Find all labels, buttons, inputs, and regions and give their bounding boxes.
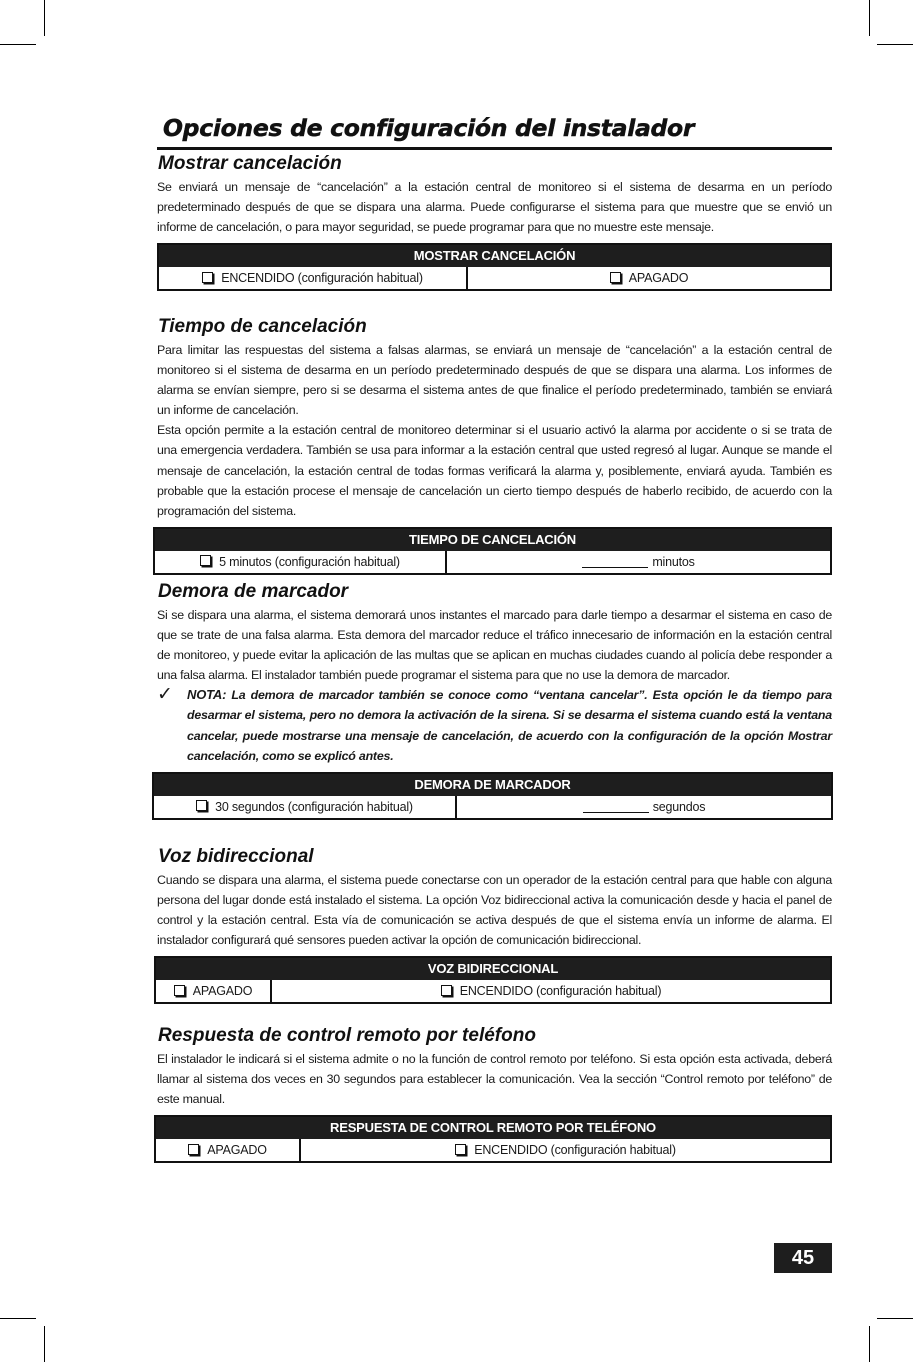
checkbox-icon[interactable] bbox=[196, 800, 207, 811]
note-body: La demora de marcador también se conoce como “ventana cancelar”. Esta opción le da tiempo para desarmar el sistema, pero no demora la activación de la sirena. Si se desarma el sistema cuando está la ventana cancelar, puede mostrarse una mensaje de cancelación, de acuerdo con la configuración de la opción Mostrar cancelación, como se explicó antes. bbox=[187, 688, 832, 763]
option-cell[interactable] bbox=[466, 267, 830, 289]
option-table bbox=[152, 772, 833, 820]
option-label: 5 minutos (configuración habitual) bbox=[219, 554, 400, 569]
option-table-title: RESPUESTA DE CONTROL REMOTO POR TELÉFONO bbox=[156, 1117, 830, 1139]
option-label: segundos bbox=[652, 799, 706, 814]
section-heading: Tiempo de cancelación bbox=[158, 316, 367, 337]
title-rule bbox=[157, 147, 832, 150]
option-table bbox=[153, 527, 832, 575]
checkbox-icon[interactable] bbox=[200, 555, 211, 566]
checkbox-icon[interactable] bbox=[188, 1144, 199, 1155]
section-paragraph: Cuando se dispara una alarma, el sistema puede conectarse con un operador de la estación central para que hable con alguna persona del lugar donde está instalado el sistema. La opción Voz bidireccional activa la comunicación desde y hacia el panel de control y la estación central. Esta vía de comunicación se activa después de que el sistema envía un informe de alarma. El instalador configurará qué sensores pueden activar la opción de comunicación bidireccional. bbox=[157, 873, 832, 948]
crop-mark bbox=[44, 0, 45, 36]
section-voz-bidireccional bbox=[157, 845, 832, 1004]
blank-input-line[interactable] bbox=[582, 556, 648, 568]
option-label: APAGADO bbox=[192, 984, 253, 999]
option-label: 30 segundos (configuración habitual) bbox=[215, 799, 413, 814]
section-paragraph: El instalador le indicará si el sistema admite o no la función de control remoto por teléfono. Si esta opción esta activada, deberá llamar al sistema dos veces en 30 segundos para establecer la comunicación. Vea la sección “Control remoto por teléfono” de este manual. bbox=[157, 1052, 832, 1107]
option-table bbox=[154, 1115, 832, 1163]
crop-mark bbox=[869, 0, 870, 36]
section-demora-marcador bbox=[157, 580, 832, 820]
checkbox-icon[interactable] bbox=[455, 1144, 466, 1155]
option-table-title: DEMORA DE MARCADOR bbox=[154, 774, 831, 796]
crop-mark bbox=[877, 44, 913, 45]
option-row bbox=[154, 796, 831, 818]
section-paragraph: Para limitar las respuestas del sistema a falsas alarmas, se enviará un mensaje de “cancelación” a la estación central de monitoreo si el sistema de desarma en un período predeterminado después de que se dispara una alarma. Los informes de alarma se envían siempre, pero si se desarma el sistema antes de que finalice el período predeterminado, también se enviará un informe de cancelación. bbox=[157, 343, 832, 418]
checkbox-icon[interactable] bbox=[202, 272, 213, 283]
crop-mark bbox=[0, 44, 36, 45]
option-row bbox=[155, 551, 830, 573]
checkmark-icon: ✓ bbox=[157, 684, 173, 706]
option-row bbox=[156, 980, 830, 1002]
blank-input-line[interactable] bbox=[583, 801, 649, 813]
section-mostrar-cancelacion bbox=[157, 152, 832, 291]
note-text bbox=[187, 685, 832, 765]
section-heading: Respuesta de control remoto por teléfono bbox=[158, 1025, 536, 1046]
option-cell[interactable] bbox=[445, 551, 830, 573]
option-table-title: TIEMPO DE CANCELACIÓN bbox=[155, 529, 830, 551]
option-label: ENCENDIDO (configuración habitual) bbox=[474, 1143, 676, 1158]
section-paragraph: Esta opción permite a la estación central de monitoreo determinar si el usuario activó la alarma por accidente o si se trata de una emergencia verdadera. También se usa para informar a la estación central que usted regresó al lugar. Aunque se mande el mensaje de cancelación, la estación central de todas formas verificará la alarma y, posiblemente, enviará ayuda. También es probable que la estación procese el mensaje de cancelación un cierto tiempo después de haberlo recibido, de acuerdo con la programación del sistema. bbox=[157, 423, 832, 518]
option-label: minutos bbox=[652, 554, 695, 569]
option-cell[interactable] bbox=[155, 551, 445, 573]
section-tiempo-cancelacion bbox=[157, 315, 832, 575]
crop-mark bbox=[0, 1318, 36, 1319]
option-label: APAGADO bbox=[628, 271, 689, 286]
option-table-title: VOZ BIDIRECCIONAL bbox=[156, 958, 830, 980]
checkbox-icon[interactable] bbox=[441, 985, 452, 996]
checkbox-icon[interactable] bbox=[174, 985, 185, 996]
section-heading: Mostrar cancelación bbox=[158, 153, 342, 174]
note-label: NOTA: bbox=[187, 687, 227, 703]
option-row bbox=[159, 267, 830, 289]
option-label: ENCENDIDO (configuración habitual) bbox=[221, 271, 423, 286]
crop-mark bbox=[877, 1318, 913, 1319]
page-title: Opciones de configuración del instalador bbox=[163, 114, 695, 142]
option-cell[interactable] bbox=[270, 980, 830, 1002]
crop-mark bbox=[44, 1326, 45, 1362]
option-cell[interactable] bbox=[299, 1139, 830, 1161]
option-label: APAGADO bbox=[207, 1143, 267, 1158]
note bbox=[157, 685, 832, 765]
option-row bbox=[156, 1139, 830, 1161]
section-control-remoto bbox=[157, 1024, 832, 1163]
crop-mark bbox=[869, 1326, 870, 1362]
option-cell[interactable] bbox=[156, 980, 270, 1002]
option-table-title: MOSTRAR CANCELACIÓN bbox=[159, 245, 830, 267]
option-cell[interactable] bbox=[159, 267, 466, 289]
checkbox-icon[interactable] bbox=[610, 272, 621, 283]
page-number: 45 bbox=[774, 1243, 832, 1273]
option-table bbox=[154, 956, 832, 1004]
section-heading: Demora de marcador bbox=[158, 581, 349, 602]
section-paragraph: Se enviará un mensaje de “cancelación” a la estación central de monitoreo si el sistema de desarma en un período predeterminado después de que se dispara una alarma. Puede configurarse el sistema para que muestre que se envió un informe de cancelación, o para mayor seguridad, se puede programar para que no muestre este mensaje. bbox=[157, 180, 832, 235]
option-table bbox=[157, 243, 832, 291]
section-heading: Voz bidireccional bbox=[158, 846, 314, 867]
option-cell[interactable] bbox=[455, 796, 831, 818]
option-label: ENCENDIDO (configuración habitual) bbox=[459, 984, 662, 999]
section-paragraph: Si se dispara una alarma, el sistema demorará unos instantes el marcado para darle tiempo a desarmar el sistema en caso de que se trate de una falsa alarma. Esta demora del marcador reduce el tráfico innecesario de información en la estación central de monitoreo, y puede evitar la aplicación de las multas que se aplican en muchas ciudades cuando al policía debe responder a una falsa alarma. El instalador también puede programar el sistema para que no use la demora de marcador. bbox=[157, 608, 832, 683]
option-cell[interactable] bbox=[154, 796, 455, 818]
option-cell[interactable] bbox=[156, 1139, 299, 1161]
